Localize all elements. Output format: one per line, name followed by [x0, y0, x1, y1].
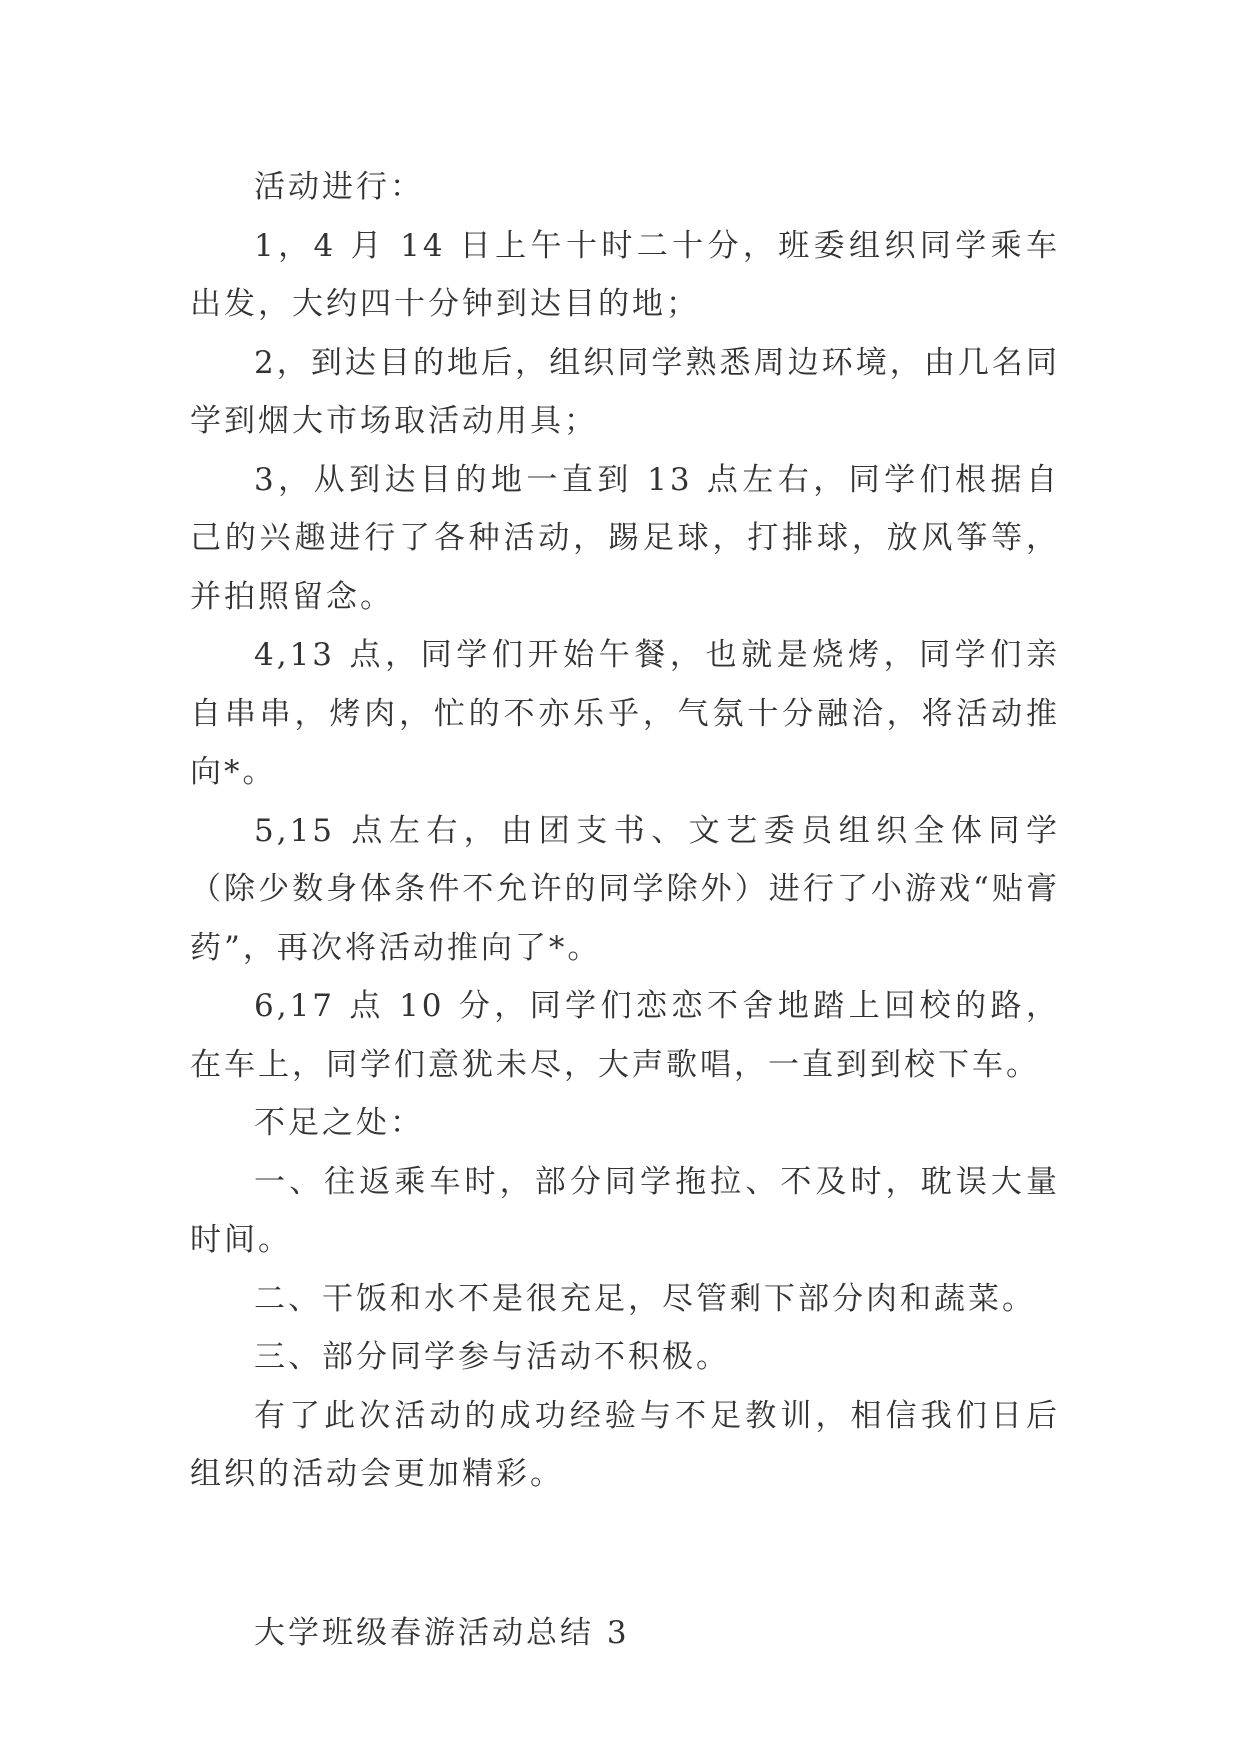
paragraph: 二、干饭和水不是很充足，尽管剩下部分肉和蔬菜。: [254, 1280, 1036, 1317]
paragraph: 2，到达目的地后，组织同学熟悉周边环境，由几名同学到烟大市场取活动用具；: [190, 344, 1060, 439]
document-body: [190, 158, 1060, 1662]
paragraph: 不足之处：: [254, 1105, 424, 1141]
paragraph: 一、往返乘车时，部分同学拖拉、不及时，耽误大量时间。: [190, 1163, 1060, 1258]
paragraph: 3，从到达目的地一直到 13 点左右，同学们根据自己的兴趣进行了各种活动，踢足球，打排球，放风筝等，并拍照留念。: [190, 461, 1060, 615]
paragraph: 三、部分同学参与活动不积极。: [254, 1339, 730, 1375]
section-spacer: [190, 1504, 1060, 1604]
paragraph: 1，4 月 14 日上午十时二十分，班委组织同学乘车出发，大约四十分钟到达目的地；: [190, 227, 1060, 322]
paragraph: 6,17 点 10 分，同学们恋恋不舍地踏上回校的路，在车上，同学们意犹未尽，大声歌唱，一直到到校下车。: [190, 988, 1060, 1083]
section-heading: 大学班级春游活动总结 3: [254, 1614, 630, 1651]
paragraph: 活动进行：: [254, 169, 424, 205]
paragraph: 4,13 点，同学们开始午餐，也就是烧烤，同学们亲自串串，烤肉，忙的不亦乐乎，气氛十分融洽，将活动推向*。: [190, 637, 1060, 790]
paragraph: 有了此次活动的成功经验与不足教训，相信我们日后组织的活动会更加精彩。: [190, 1397, 1060, 1492]
paragraph: 5,15 点左右，由团支书、文艺委员组织全体同学（除少数身体条件不允许的同学除外）进行了小游戏“贴膏药”，再次将活动推向了*。: [190, 812, 1060, 966]
